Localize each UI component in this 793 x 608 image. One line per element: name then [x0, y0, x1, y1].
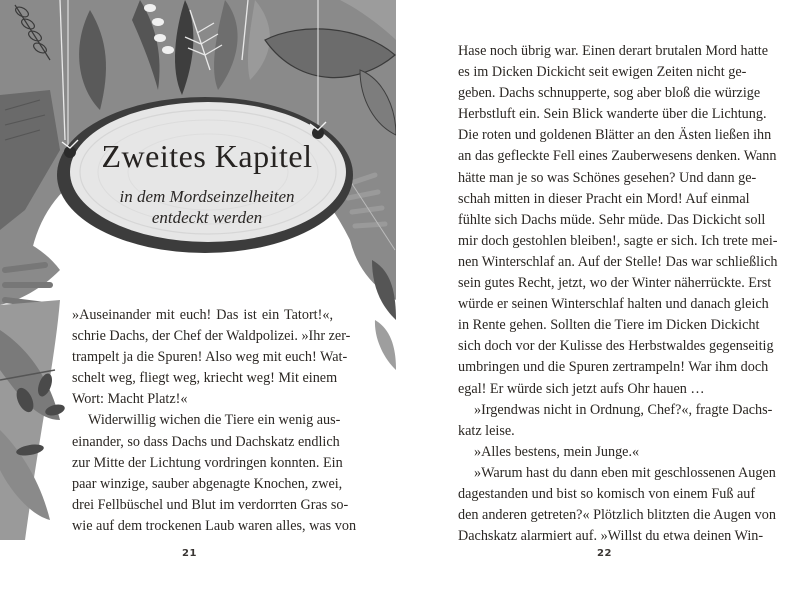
- text-line: an das gefleckte Fell eines Zauberwesens denken. Wann: [458, 148, 777, 165]
- text-line: paar winzige, sauber abgenagte Knochen, zwei,: [72, 475, 343, 492]
- text-line: »Irgendwas nicht in Ordnung, Chef?«, fragte Dachs-: [474, 401, 773, 418]
- text-line: fühlte sich Dachs müde. Sehr müde. Das Dickicht soll: [458, 211, 766, 228]
- left-page: [0, 0, 396, 608]
- text-line: geben. Dachs schnupperte, sog aber bloß die würzige: [458, 85, 761, 102]
- text-line: sich doch vor der Kulisse des Herbstwaldes gegenseitig: [458, 338, 774, 355]
- page-number: 21: [182, 548, 197, 559]
- text-line: »Alles bestens, mein Junge.«: [474, 443, 640, 460]
- text-line: würde er seinen Winterschlaf halten und danach gleich: [458, 296, 769, 313]
- text-line: in Rente gehen. Sollten die Tiere im Dicken Dickicht: [458, 317, 760, 334]
- text-line: nen Winterschlaf an. Auf der Stelle! Das war schließlich: [458, 253, 778, 270]
- text-line: Die roten und goldenen Blätter an den Ästen ließen ihn: [458, 127, 772, 144]
- chapter-subtitle-line-2: entdeckt werden: [151, 208, 263, 227]
- text-line: drei Fellbüschel und Blut im verdorrten Gras so-: [72, 496, 349, 513]
- text-line: umbringen und die Spuren zertrampeln! War ihm doch: [458, 359, 769, 376]
- right-page: [396, 0, 793, 608]
- text-line: zur Mitte der Lichtung vordringen konnten. Ein: [72, 454, 343, 471]
- text-line: es im Dicken Dickicht seit ewigen Zeiten nicht ge-: [458, 64, 747, 81]
- page-number: 22: [597, 548, 612, 559]
- text-line: »Warum hast du dann eben mit geschlossenen Augen: [474, 464, 776, 481]
- text-line: Wort: Macht Platz!«: [72, 391, 188, 408]
- text-line: katz leise.: [458, 422, 515, 439]
- text-line: Herbstluft ein. Sein Blick wanderte über die Lichtung.: [458, 106, 767, 123]
- chapter-title: Zweites Kapitel: [101, 138, 313, 174]
- text-line: einander, so dass Dachs und Dachskatz endlich: [72, 433, 340, 450]
- right-page-body-text: [458, 41, 778, 547]
- chapter-subtitle: [66, 186, 348, 228]
- text-line: egal! Er würde sich jetzt aufs Ohr hauen …: [458, 380, 705, 397]
- text-line: den anderen getreten?« Plötzlich blitzten die Augen von: [458, 507, 776, 524]
- text-line: dagestanden und bist so komisch von einem Fuß auf: [458, 485, 756, 502]
- text-line: wie auf dem trockenen Laub waren alles, was von: [72, 517, 357, 534]
- text-line: Hase noch übrig war. Einen derart brutalen Mord hatte: [458, 43, 769, 59]
- text-line: »Auseinander mit euch! Das ist ein Tatort!«,: [72, 307, 333, 323]
- text-line: Dachskatz alarmiert auf. »Willst du etwa deinen Win-: [458, 528, 764, 545]
- text-line: trampelt ja die Spuren! Also weg mit euch! Wat-: [72, 349, 348, 366]
- text-line: hätte man je so was Schönes gesehen? Und dann ge-: [458, 169, 757, 186]
- text-line: schah mitten in dieser Pracht ein Mord! Auf einmal: [458, 190, 750, 207]
- text-line: sein gutes Recht, jetzt, wo der Winter näherrückte. Erst: [458, 275, 772, 292]
- text-line: Widerwillig wichen die Tiere ein wenig aus-: [88, 412, 341, 429]
- text-line: schelt weg, fliegt weg, kriecht weg! Mit einem: [72, 370, 338, 387]
- chapter-subtitle-line-1: in dem Mordseinzelheiten: [119, 187, 295, 206]
- left-page-body-text: [72, 305, 357, 537]
- text-line: schrie Dachs, der Chef der Waldpolizei. »Ihr zer-: [72, 328, 351, 345]
- text-line: mir doch gestohlen bleiben!, sagte er sich. Ich trete mei-: [458, 232, 778, 249]
